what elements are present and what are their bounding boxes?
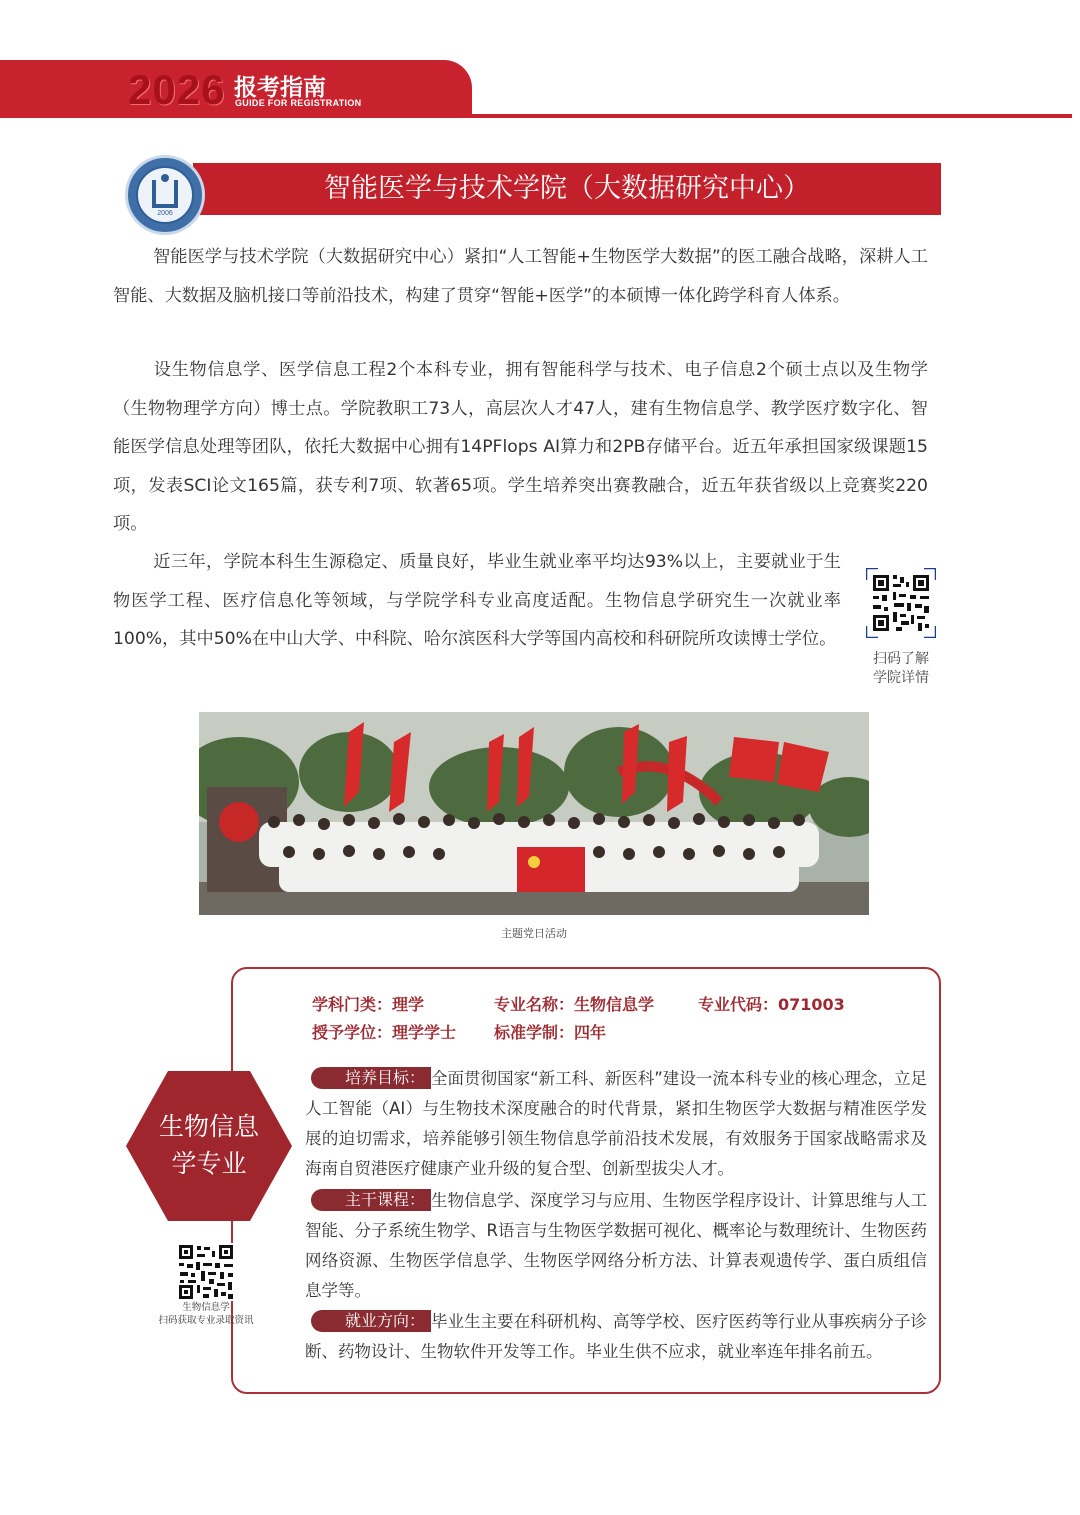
intro-paragraph-1: 智能医学与技术学院（大数据研究中心）紧扣“人工智能+生物医学大数据”的医工融合战略，深耕人工智能、大数据及脑机接口等前沿技术，构建了贯穿“智能+医学”的本硕博一体化跨学科育人体系。: [113, 247, 928, 306]
intro-paragraph-2: 设生物信息学、医学信息工程2个本科专业，拥有智能科学与技术、电子信息2个硕士点以及生物学（生物物理学方向）博士点。学院教职工73人，高层次人才47人，建有生物信息学、教学医疗数字化、智能医学信息处理等团队，依托大数据中心拥有14PFlops AI算力和2PB存储平台。近五年承担国家级课题15项，发表SCI论文165篇，获专利7项、软著65项。学生培养突出赛教融合，近五年获省级以上竞赛奖220项。: [113, 360, 928, 534]
program-code: 专业代码：071003: [698, 995, 845, 1014]
program-category: 学科门类：理学: [312, 995, 425, 1014]
header-rule: [0, 114, 1072, 118]
group-photo: [199, 712, 869, 915]
program-qr-caption: 生物信息学 扫码获取专业录取资讯: [158, 1302, 254, 1326]
photo-caption: 主题党日活动: [501, 927, 567, 940]
header-title: 报考指南: [234, 75, 326, 101]
section-title: 智能医学与技术学院（大数据研究中心）: [324, 173, 810, 204]
core-courses-text: 生物信息学、深度学习与应用、生物医学程序设计、计算思维与人工智能、分子系统生物学、R语言与生物医学数据可视化、概率论与数理统计、生物医药网络资源、生物医学信息学、生物医学网络分析方法、计算表观遗传学、蛋白质组信息学等。: [305, 1191, 927, 1300]
logo-emblem: [136, 166, 194, 224]
career-direction-text: 毕业生主要在科研机构、高等学校、医疗医药等行业从事疾病分子诊断、药物设计、生物软件开发等工作。毕业生供不应求，就业率连年排名前五。: [305, 1312, 927, 1361]
college-qr-caption: 扫码了解 学院详情: [873, 651, 929, 686]
training-goal-tag: 培养目标：: [311, 1067, 431, 1089]
training-goal: [305, 1064, 927, 1184]
core-courses: [305, 1186, 927, 1306]
core-courses-tag: 主干课程：: [311, 1189, 431, 1211]
school-logo: [125, 155, 205, 235]
career-direction-tag: 就业方向：: [311, 1310, 431, 1332]
logo-cup-icon: [152, 180, 178, 208]
intro-paragraph-3: 近三年，学院本科生生源稳定、质量良好，毕业生就业率平均达93%以上，主要就业于生物医学工程、医疗信息化等领域，与学院学科专业高度适配。生物信息学研究生一次就业率100%，其中50%在中山大学、中科院、哈尔滨医科大学等国内高校和科研院所攻读博士学位。: [113, 552, 841, 649]
program-degree: 授予学位：理学学士: [312, 1023, 457, 1042]
career-direction: [305, 1307, 927, 1367]
program-qr-code[interactable]: [177, 1243, 235, 1301]
program-duration: 标准学制：四年: [494, 1023, 607, 1042]
header-subtitle: GUIDE FOR REGISTRATION: [235, 98, 362, 108]
logo-year: 2006: [157, 210, 173, 217]
program-name: 专业名称：生物信息学: [494, 995, 655, 1014]
college-qr-code[interactable]: [866, 568, 936, 638]
header-year: 2026: [128, 66, 226, 113]
training-goal-text: 全面贯彻国家“新工科、新医科”建设一流本科专业的核心理念，立足人工智能（AI）与生物技术深度融合的时代背景，紧扣生物医学大数据与精准医学发展的迫切需求，培养能够引领生物信息学前沿技术发展，有效服务于国家战略需求及海南自贸港医疗健康产业升级的复合型、创新型拔尖人才。: [305, 1069, 927, 1178]
program-badge-title: 生物信息 学专业: [158, 1112, 259, 1178]
